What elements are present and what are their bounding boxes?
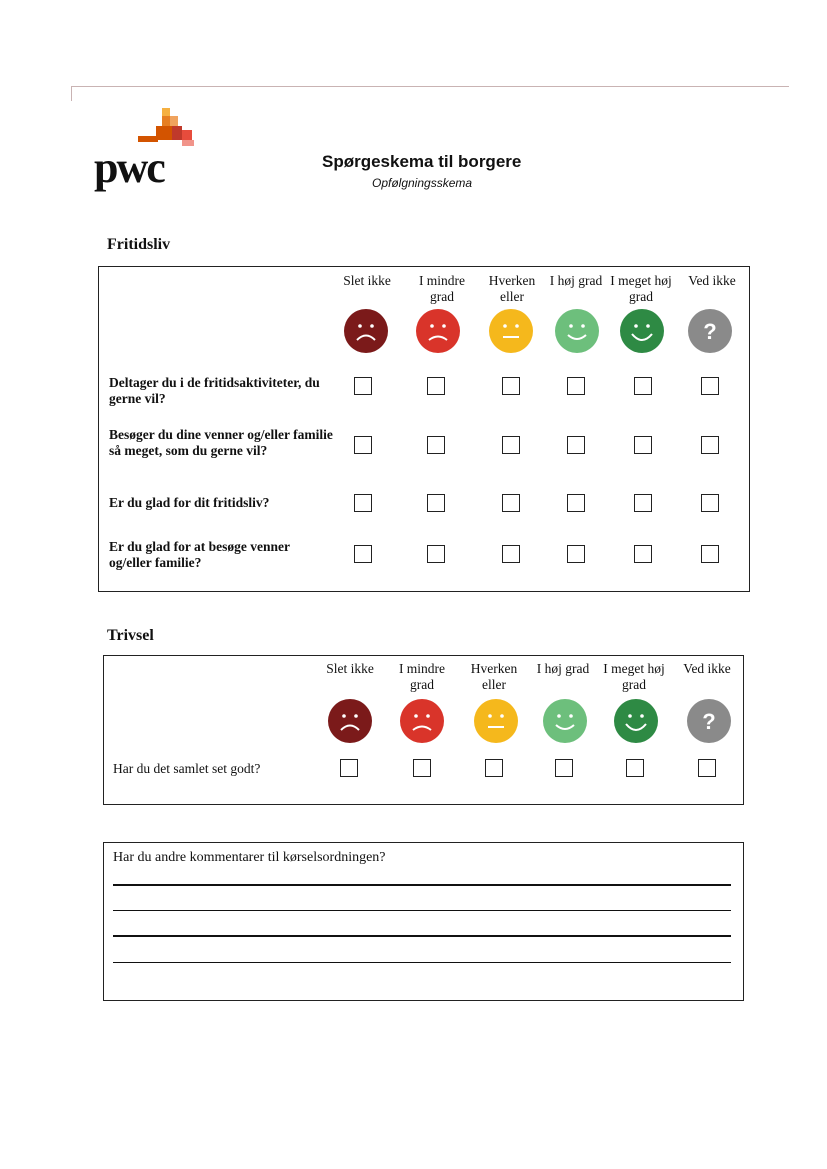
- header-rule: [71, 86, 789, 87]
- checkbox-i-hoj-grad[interactable]: [567, 545, 585, 563]
- checkbox-slet-ikke[interactable]: [354, 377, 372, 395]
- checkbox-hverken-eller[interactable]: [502, 377, 520, 395]
- checkbox-hverken-eller[interactable]: [502, 436, 520, 454]
- section-title-trivsel: Trivsel: [107, 627, 154, 644]
- comment-line[interactable]: [113, 884, 731, 886]
- section-title-fritidsliv: Fritidsliv: [107, 236, 171, 253]
- checkbox-i-mindre-grad[interactable]: [427, 545, 445, 563]
- question-text: Besøger du dine venner og/eller familie så meget, som du gerne vil?: [109, 427, 333, 458]
- checkbox-i-mindre-grad[interactable]: [427, 494, 445, 512]
- comment-line[interactable]: [113, 935, 731, 937]
- comment-line[interactable]: [113, 910, 731, 911]
- scale-label-5: I meget høj grad: [610, 273, 672, 304]
- neutral-face-icon: [474, 699, 518, 743]
- checkbox-slet-ikke[interactable]: [354, 494, 372, 512]
- checkbox-ved-ikke[interactable]: [698, 759, 716, 777]
- checkbox-i-meget-hoj-grad[interactable]: [634, 494, 652, 512]
- checkbox-ved-ikke[interactable]: [701, 377, 719, 395]
- scale-label-4: I høj grad: [549, 273, 603, 288]
- checkbox-ved-ikke[interactable]: [701, 436, 719, 454]
- checkbox-slet-ikke[interactable]: [354, 545, 372, 563]
- scale-label-2: I mindre grad: [418, 273, 466, 304]
- document-title: Spørgeskema til borgere: [322, 152, 522, 171]
- comments-label: Har du andre kommentarer til kørselsordningen?: [113, 850, 386, 865]
- checkbox-slet-ikke[interactable]: [354, 436, 372, 454]
- checkbox-i-meget-hoj-grad[interactable]: [634, 377, 652, 395]
- question-text: Er du glad for dit fritidsliv?: [109, 495, 270, 510]
- very-happy-face-icon: [620, 309, 664, 353]
- question-text: Har du det samlet set godt?: [113, 761, 261, 776]
- scale-label-1: Slet ikke: [343, 273, 391, 288]
- logo-wordmark: pwc: [94, 143, 164, 192]
- checkbox-ved-ikke[interactable]: [701, 494, 719, 512]
- sad-face-icon: [416, 309, 460, 353]
- scale-label-5: I meget høj grad: [603, 661, 665, 692]
- scale-label-2: I mindre grad: [398, 661, 446, 692]
- question-text: Deltager du i de fritidsaktiviteter, du gerne vil?: [109, 375, 320, 406]
- trivsel-box: [103, 655, 744, 805]
- checkbox-i-meget-hoj-grad[interactable]: [634, 436, 652, 454]
- header-rule-tick: [71, 86, 72, 101]
- checkbox-i-hoj-grad[interactable]: [567, 436, 585, 454]
- happy-face-icon: [555, 309, 599, 353]
- scale-label-6: Ved ikke: [683, 661, 731, 676]
- checkbox-i-hoj-grad[interactable]: [567, 494, 585, 512]
- checkbox-hverken-eller[interactable]: [502, 545, 520, 563]
- question-text: Er du glad for at besøge venner og/eller familie?: [109, 539, 290, 570]
- checkbox-hverken-eller[interactable]: [502, 494, 520, 512]
- checkbox-ved-ikke[interactable]: [701, 545, 719, 563]
- fritidsliv-box: [98, 266, 750, 592]
- logo-blocks: [92, 108, 202, 148]
- checkbox-i-meget-hoj-grad[interactable]: [634, 545, 652, 563]
- checkbox-i-hoj-grad[interactable]: [555, 759, 573, 777]
- checkbox-slet-ikke[interactable]: [340, 759, 358, 777]
- scale-label-4: I høj grad: [536, 661, 590, 676]
- pwc-logo: [92, 108, 202, 192]
- checkbox-i-mindre-grad[interactable]: [413, 759, 431, 777]
- document-subtitle: Opfølgningsskema: [372, 176, 473, 190]
- checkbox-i-mindre-grad[interactable]: [427, 436, 445, 454]
- very-sad-face-icon: [344, 309, 388, 353]
- comment-line[interactable]: [113, 962, 731, 963]
- very-sad-face-icon: [328, 699, 372, 743]
- checkbox-i-hoj-grad[interactable]: [567, 377, 585, 395]
- happy-face-icon: [543, 699, 587, 743]
- svg-text:?: ?: [702, 709, 716, 734]
- very-happy-face-icon: [614, 699, 658, 743]
- scale-label-3: Hverken eller: [470, 661, 518, 692]
- checkbox-i-meget-hoj-grad[interactable]: [626, 759, 644, 777]
- question-mark-icon: [687, 699, 731, 743]
- checkbox-i-mindre-grad[interactable]: [427, 377, 445, 395]
- scale-label-1: Slet ikke: [326, 661, 374, 676]
- neutral-face-icon: [489, 309, 533, 353]
- scale-label-6: Ved ikke: [688, 273, 736, 288]
- scale-label-3: Hverken eller: [488, 273, 536, 304]
- question-mark-icon: [688, 309, 732, 353]
- sad-face-icon: [400, 699, 444, 743]
- svg-text:?: ?: [703, 319, 717, 344]
- checkbox-hverken-eller[interactable]: [485, 759, 503, 777]
